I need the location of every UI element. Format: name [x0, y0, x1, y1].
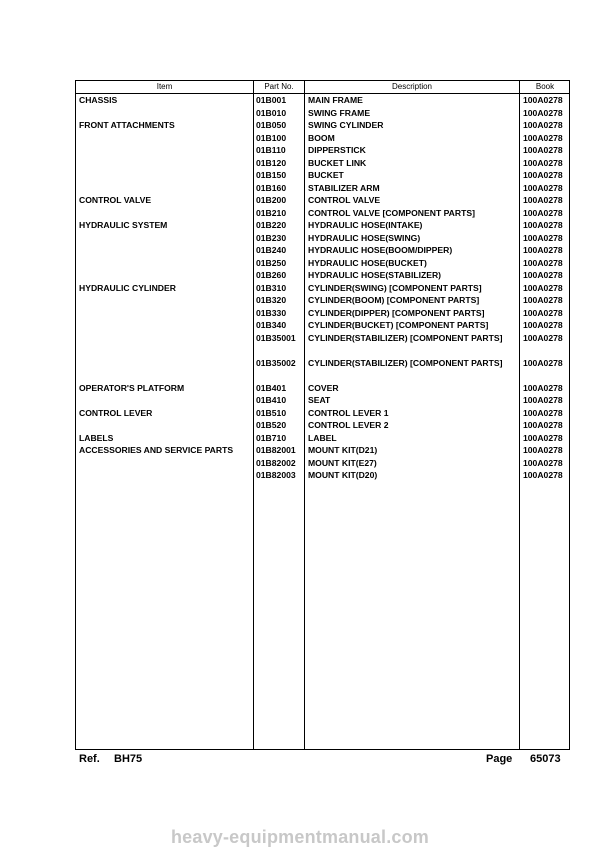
book-cell: 100A0278 [523, 320, 563, 330]
book-cell: 100A0278 [523, 295, 563, 305]
part-no-cell: 01B220 [256, 220, 287, 230]
table-row [76, 257, 569, 270]
book-cell: 100A0278 [523, 107, 563, 118]
description-cell: CYLINDER(BUCKET) [COMPONENT PARTS] [308, 320, 489, 330]
book-cell: 100A0278 [523, 332, 563, 343]
table-row [76, 394, 569, 407]
part-no-cell: 01B260 [256, 270, 287, 280]
ref-label: Ref. [79, 753, 100, 765]
item-cell: HYDRAULIC CYLINDER [79, 282, 176, 293]
header-book: Book [535, 82, 555, 91]
description-cell: HYDRAULIC HOSE(STABILIZER) [308, 270, 442, 280]
book-cell: 100A0278 [523, 457, 563, 468]
table-row [76, 307, 569, 320]
description-cell: MOUNT KIT(D21) [308, 445, 378, 455]
watermark: heavy-equipmentmanual.com [170, 827, 430, 847]
part-no-cell: 01B230 [256, 232, 287, 243]
part-no-cell: 01B82002 [256, 457, 296, 468]
table-row [76, 94, 569, 107]
part-no-cell: 01B340 [256, 320, 287, 330]
table-row [76, 132, 569, 145]
book-cell: 100A0278 [523, 207, 563, 218]
part-no-cell: 01B050 [256, 120, 287, 130]
item-cell: CONTROL VALVE [79, 195, 152, 205]
description-cell: BUCKET [308, 170, 344, 180]
book-cell: 100A0278 [523, 257, 563, 268]
table-row [76, 194, 569, 207]
book-cell: 100A0278 [523, 445, 563, 455]
parts-index-table [75, 80, 570, 750]
description-cell: BUCKET LINK [308, 157, 367, 168]
book-cell: 100A0278 [523, 270, 563, 280]
book-cell: 100A0278 [523, 145, 563, 155]
table-row [76, 282, 569, 295]
part-no-cell: 01B710 [256, 432, 287, 443]
item-cell: FRONT ATTACHMENTS [79, 120, 175, 130]
description-cell: CONTROL LEVER 1 [308, 407, 389, 418]
part-no-cell: 01B110 [256, 145, 286, 155]
description-cell: CONTROL VALVE [308, 195, 381, 205]
book-cell: 100A0278 [523, 470, 563, 480]
description-cell: SEAT [308, 395, 331, 405]
table-row [76, 444, 569, 457]
part-no-cell: 01B82003 [256, 470, 296, 480]
description-cell: LABEL [308, 432, 337, 443]
book-cell: 100A0278 [523, 220, 563, 230]
table-row [76, 119, 569, 132]
part-no-cell: 01B210 [256, 207, 287, 218]
description-cell: CYLINDER(BOOM) [COMPONENT PARTS] [308, 295, 480, 305]
part-no-cell: 01B510 [256, 407, 287, 418]
table-row [76, 182, 569, 195]
table-row [76, 269, 569, 282]
item-cell: HYDRAULIC SYSTEM [79, 220, 168, 230]
book-cell: 100A0278 [523, 195, 563, 205]
part-no-cell: 01B35002 [256, 357, 296, 368]
part-no-cell: 01B410 [256, 395, 287, 405]
part-no-cell: 01B320 [256, 295, 287, 305]
description-cell: SWING CYLINDER [308, 120, 384, 130]
description-cell: COVER [308, 382, 339, 393]
description-cell: MOUNT KIT(D20) [308, 470, 378, 480]
part-no-cell: 01B330 [256, 307, 287, 318]
part-no-cell: 01B310 [256, 282, 287, 293]
table-row [76, 244, 569, 257]
page-label: Page [486, 753, 513, 765]
table-row [76, 469, 569, 482]
table-row [76, 457, 569, 470]
part-no-cell: 01B250 [256, 257, 287, 268]
book-cell: 100A0278 [523, 282, 563, 293]
page-number: 65073 [530, 753, 561, 765]
description-cell: SWING FRAME [308, 107, 371, 118]
description-cell: CYLINDER(DIPPER) [COMPONENT PARTS] [308, 307, 485, 318]
part-no-cell: 01B35001 [256, 332, 296, 343]
book-cell: 100A0278 [523, 407, 563, 418]
book-cell: 100A0278 [523, 132, 563, 143]
table-row [76, 382, 569, 395]
part-no-cell: 01B520 [256, 420, 287, 430]
description-cell: DIPPERSTICK [308, 145, 366, 155]
item-cell: CHASSIS [79, 95, 118, 105]
part-no-cell: 01B200 [256, 195, 287, 205]
book-cell: 100A0278 [523, 357, 563, 368]
header-description: Description [391, 82, 432, 91]
part-no-cell: 01B240 [256, 245, 287, 255]
book-cell: 100A0278 [523, 232, 563, 243]
description-cell: HYDRAULIC HOSE(BOOM/DIPPER) [308, 245, 453, 255]
part-no-cell: 01B100 [256, 132, 287, 143]
table-row [76, 419, 569, 432]
header-part-no: Part No. [264, 82, 294, 91]
part-no-cell: 01B160 [256, 182, 287, 193]
book-cell: 100A0278 [523, 120, 563, 130]
description-cell: BOOM [308, 132, 335, 143]
table-row [76, 157, 569, 170]
table-row [76, 319, 569, 332]
book-cell: 100A0278 [523, 432, 563, 443]
description-cell: STABILIZER ARM [308, 182, 380, 193]
book-cell: 100A0278 [523, 95, 563, 105]
table-row [76, 432, 569, 445]
description-cell: CYLINDER(STABILIZER) [COMPONENT PARTS] [308, 332, 503, 343]
book-cell: 100A0278 [523, 382, 563, 393]
book-cell: 100A0278 [523, 182, 563, 193]
book-cell: 100A0278 [523, 420, 563, 430]
table-row [76, 232, 569, 245]
ref-value: BH75 [114, 753, 143, 765]
description-cell: CONTROL LEVER 2 [308, 420, 389, 430]
description-cell: HYDRAULIC HOSE(INTAKE) [308, 220, 423, 230]
table-row [76, 219, 569, 232]
header-item: Item [156, 82, 173, 91]
part-no-cell: 01B010 [256, 107, 287, 118]
book-cell: 100A0278 [523, 170, 563, 180]
table-row [76, 407, 569, 420]
description-cell: MAIN FRAME [308, 95, 363, 105]
book-cell: 100A0278 [523, 245, 563, 255]
table-row [76, 144, 569, 157]
description-cell: HYDRAULIC HOSE(BUCKET) [308, 257, 427, 268]
table-row [76, 357, 569, 382]
part-no-cell: 01B82001 [256, 445, 296, 455]
table-body [76, 94, 569, 482]
book-cell: 100A0278 [523, 395, 563, 405]
table-row [76, 107, 569, 120]
description-cell: CONTROL VALVE [COMPONENT PARTS] [308, 207, 475, 218]
item-cell: ACCESSORIES AND SERVICE PARTS [79, 445, 234, 455]
description-cell: MOUNT KIT(E27) [308, 457, 377, 468]
book-cell: 100A0278 [523, 157, 563, 168]
table-row [76, 207, 569, 220]
item-cell: OPERATOR'S PLATFORM [79, 382, 185, 393]
part-no-cell: 01B401 [256, 382, 287, 393]
description-cell: CYLINDER(SWING) [COMPONENT PARTS] [308, 282, 482, 293]
part-no-cell: 01B150 [256, 170, 287, 180]
part-no-cell: 01B001 [256, 95, 287, 105]
book-cell: 100A0278 [523, 307, 563, 318]
description-cell: CYLINDER(STABILIZER) [COMPONENT PARTS] [308, 357, 503, 368]
part-no-cell: 01B120 [256, 157, 287, 168]
table-row [76, 332, 569, 357]
item-cell: LABELS [79, 432, 114, 443]
table-row [76, 169, 569, 182]
item-cell: CONTROL LEVER [79, 407, 153, 418]
table-row [76, 294, 569, 307]
description-cell: HYDRAULIC HOSE(SWING) [308, 232, 421, 243]
